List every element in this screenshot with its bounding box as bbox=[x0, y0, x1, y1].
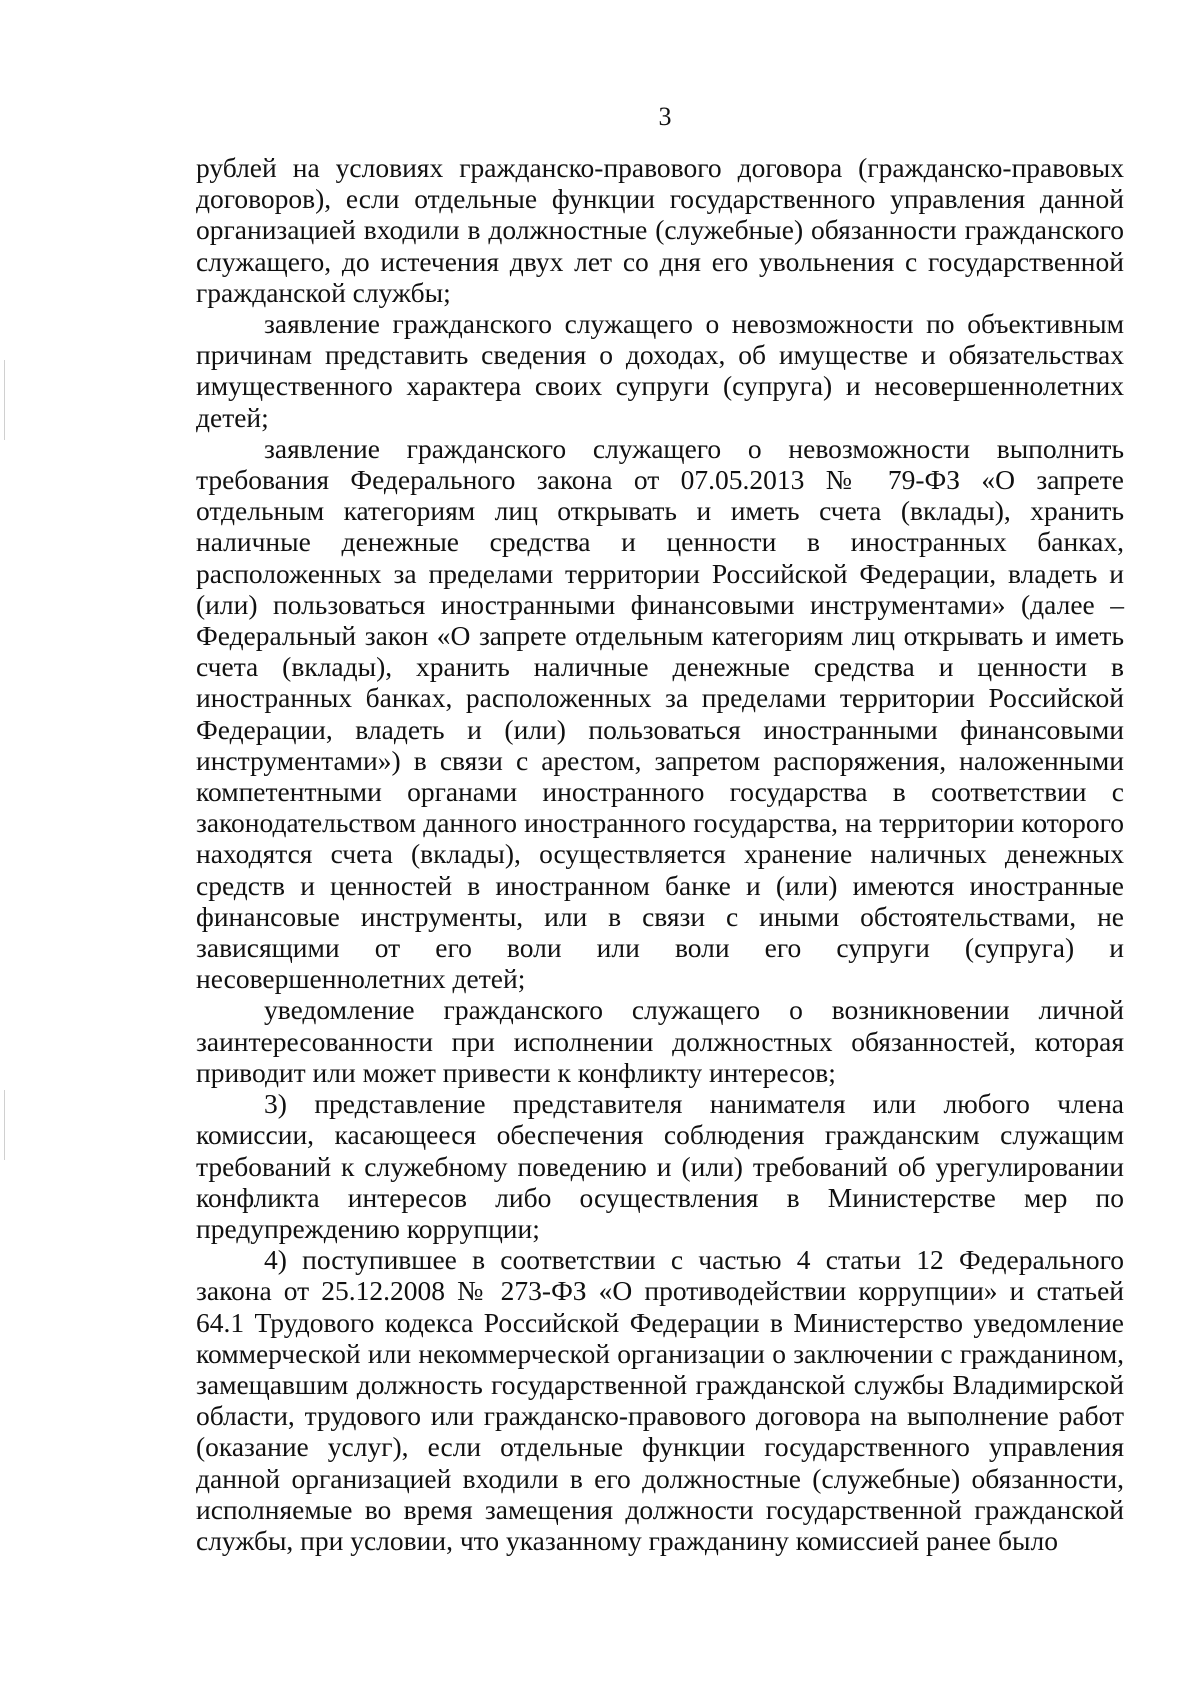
paragraph: рублей на условиях гражданско-правового договора (гражданско-правовых договоров), если отдельные функции государственного управления данной организацией входили в должностные (служебные) обязанности гражданского служащего, до истечения двух лет со дня его увольнения с государственной гражданской службы; bbox=[196, 152, 1124, 308]
paragraph: заявление гражданского служащего о невозможности по объективным причинам представить сведения о доходах, об имуществе и обязательствах имущественного характера своих супруги (супруга) и несовершеннолетних детей; bbox=[196, 308, 1124, 433]
paragraph: 3) представление представителя нанимателя или любого члена комиссии, касающееся обеспечения соблюдения гражданским служащим требований к служебному поведению и (или) требований об урегулировании конфликта интересов либо осуществления в Министерстве мер по предупреждению коррупции; bbox=[196, 1088, 1124, 1244]
paragraph: 4) поступившее в соответствии с частью 4 статьи 12 Федерального закона от 25.12.2008 № 273-ФЗ «О противодействии коррупции» и статьей 64.1 Трудового кодекса Российской Федерации в Министерство уведомление коммерческой или некоммерческой организации о заключении с гражданином, замещавшим должность государственной гражданской службы Владимирской области, трудового или гражданско-правового договора на выполнение работ (оказание услуг), если отдельные функции государственного управления данной организацией входили в его должностные (служебные) обязанности, исполняемые во время замещения должности государственной гражданской службы, при условии, что указанному гражданину комиссией ранее было bbox=[196, 1244, 1124, 1556]
scan-edge-mark bbox=[4, 360, 5, 440]
paragraph: заявление гражданского служащего о невозможности выполнить требования Федерального закона от 07.05.2013 № 79-ФЗ «О запрете отдельным категориям лиц открывать и иметь счета (вклады), хранить наличные денежные средства и ценности в иностранных банках, расположенных за пределами территории Российской Федерации, владеть и (или) пользоваться иностранными финансовыми инструментами» (далее – Федеральный закон «О запрете отдельным категориям лиц открывать и иметь счета (вклады), хранить наличные денежные средства и ценности в иностранных банках, расположенных за пределами территории Российской Федерации, владеть и (или) пользоваться иностранными финансовыми инструментами») в связи с арестом, запретом распоряжения, наложенными компетентными органами иностранного государства в соответствии с законодательством данного иностранного государства, на территории которого находятся счета (вклады), осуществляется хранение наличных денежных средств и ценностей в иностранном банке и (или) имеются иностранные финансовые инструменты, или в связи с иными обстоятельствами, не зависящими от его воли или воли его супруги (супруга) и несовершеннолетних детей; bbox=[196, 432, 1124, 995]
scan-edge-mark bbox=[4, 1090, 5, 1160]
page-number: 3 bbox=[658, 102, 672, 131]
body-text bbox=[196, 152, 1124, 1556]
paragraph: уведомление гражданского служащего о возникновении личной заинтересованности при исполнении должностных обязанностей, которая приводит или может привести к конфликту интересов; bbox=[196, 994, 1124, 1088]
